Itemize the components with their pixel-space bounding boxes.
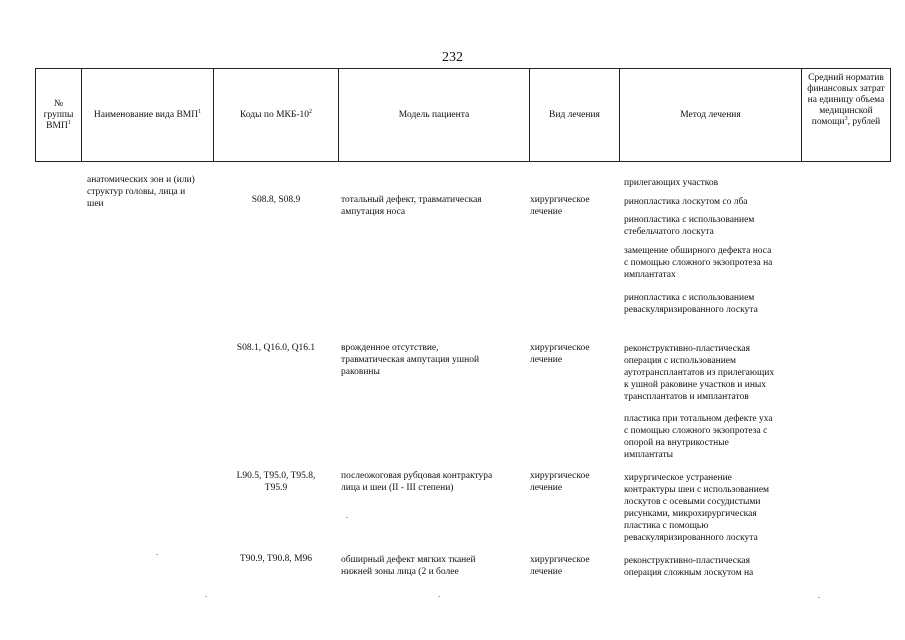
row2-type: хирургическое [530,343,590,353]
name-line: шеи [87,199,104,209]
row2-type: лечение [530,355,563,365]
row2-model: врожденное отсутствие, [341,343,439,353]
row2-method-1: операция с использованием [624,356,737,366]
row2-method-1: аутотрансплантатов из прилегающих [624,368,775,378]
scan-speck [156,554,158,555]
scan-speck [818,597,820,598]
row1-method-3: замещение обширного дефекта носа [624,246,772,256]
row3-method-1: рисунками, микрохирургическая [624,509,757,519]
row1-method-1: ринопластика лоскутом со лба [624,197,748,207]
row3-method-1: лоскутов с осевыми сосудистыми [624,497,761,507]
row1-method-4: ринопластика с использованием [624,293,755,303]
name-line: структур головы, лица и [87,187,186,197]
row4-model: нижней зоны лица (2 и более [341,567,459,577]
row4-type: лечение [530,567,563,577]
row3-codes: L90.5, T95.0, T95.8, [236,471,316,481]
row3-method-1: реваскуляризированного лоскута [624,533,758,543]
row1-type: хирургическое [530,195,590,205]
row1-method-3: с помощью сложного экзопротеза на [624,258,773,268]
header-group-no: № группы ВМП$^1$ [36,69,82,161]
row3-type: хирургическое [530,471,590,481]
name-line: анатомических зон и (или) [87,175,195,185]
header-model: Модель пациента [339,69,530,161]
row1-method-3: имплантатах [624,270,676,280]
row3-method-1: контрактуры шеи с использованием [624,485,770,495]
row2-method-2: опорой на внутрикостные [624,438,729,448]
row2-method-2: имплантаты [624,450,673,460]
table-header [35,68,891,162]
header-name: Наименование вида ВМП$^1$ [82,69,214,161]
scan-speck [438,596,440,597]
row1-method-2: стебельчатого лоскута [624,227,714,237]
row2-model: травматическая ампутация ушной [341,355,480,365]
row1-model: ампутация носа [341,207,406,217]
row4-model: обширный дефект мягких тканей [341,555,476,565]
scan-speck [346,517,348,518]
row3-type: лечение [530,483,563,493]
row1-method-2: ринопластика с использованием [624,215,755,225]
row1-codes: S08.8, S08.9 [251,195,301,205]
row1-model: тотальный дефект, травматическая [341,195,482,205]
row4-method-1: операция сложным лоскутом на [624,568,754,578]
row2-method-2: с помощью сложного экзопротеза с [624,426,768,436]
row2-method-1: трансплантатов и имплантатов [624,392,749,402]
row3-model: лица и шеи (II - III степени) [341,483,454,493]
row3-method-1: пластика с помощью [624,521,709,531]
page-number: 232 [442,50,463,65]
row3-model: послеожоговая рубцовая контрактура [341,471,493,481]
row2-method-1: к ушной раковине участков и иных [624,380,767,390]
header-treatment-type: Вид лечения [530,69,620,161]
row2-codes: S08.1, Q16.0, Q16.1 [236,343,316,353]
header-codes: Коды по МКБ-$10^2$ [214,69,339,161]
scan-speck [205,596,207,597]
row3-method-1: хирургическое устранение [624,473,732,483]
row4-type: хирургическое [530,555,590,565]
row2-model: раковины [341,367,380,377]
row4-codes: T90.9, T90.8, M96 [239,554,313,564]
row3-codes: T95.9 [264,483,288,493]
row1-method-4: реваскуляризированного лоскута [624,305,758,315]
row2-method-1: реконструктивно-пластическая [624,344,751,354]
header-cost: Средний норматив финансовых затрат на единицу объема медицинской помощи$^3$, рублей [807,73,885,127]
header-method: Метод лечения [620,69,802,161]
row2-method-2: пластика при тотальном дефекте уха [624,414,773,424]
method-text: прилегающих участков [624,178,719,188]
row4-method-1: реконструктивно-пластическая [624,556,751,566]
row1-type: лечение [530,207,563,217]
